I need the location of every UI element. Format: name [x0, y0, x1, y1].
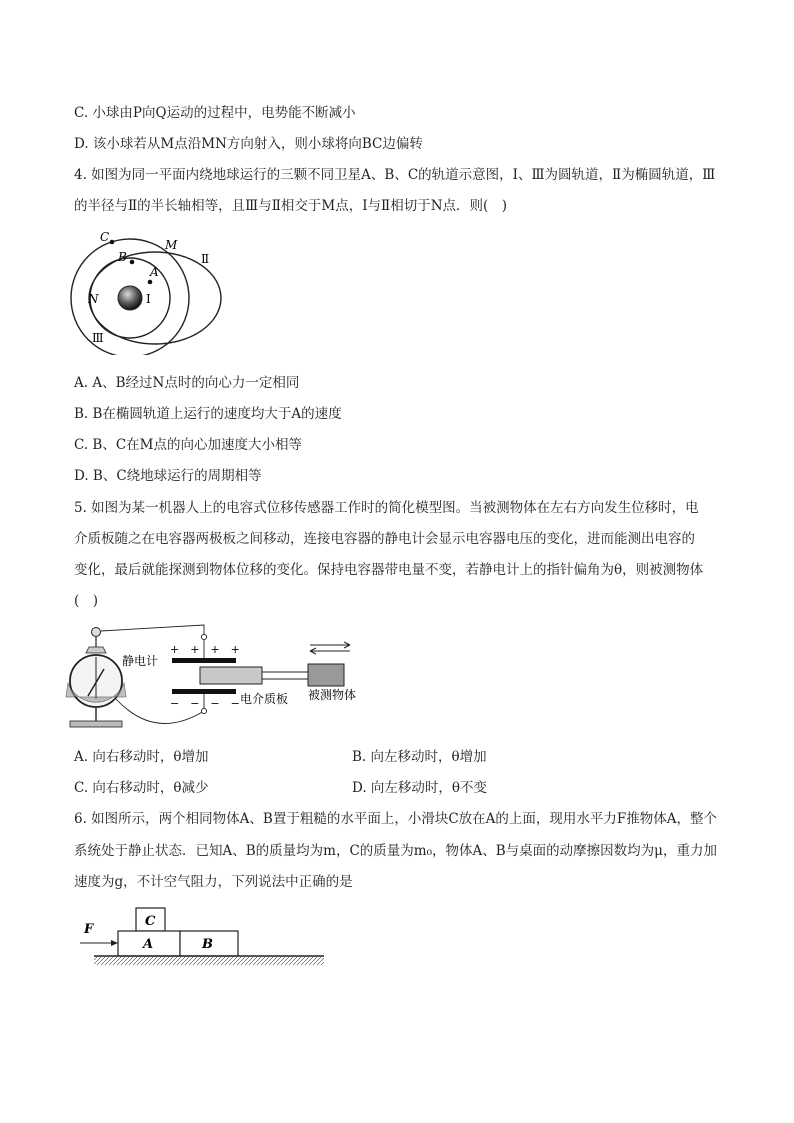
- q6-blocks-figure: [76, 902, 328, 974]
- label-electrometer: 静电计: [122, 654, 159, 668]
- q4-stem-line2: 的半径与Ⅱ的半长轴相等，且Ⅲ与Ⅱ相交于M点，Ⅰ与Ⅱ相切于N点．则( ): [74, 198, 508, 214]
- label-n: N: [88, 292, 99, 306]
- plus-signs: + + + +: [170, 643, 240, 656]
- q5-stem-line2: 介质板随之在电容器两极板之间移动，连接电容器的静电计会显示电容器电压的变化，进而能测出电容的: [74, 531, 695, 547]
- label-f: F: [84, 922, 94, 937]
- q4-stem-line1: 4. 如图为同一平面内绕地球运行的三颗不同卫星A、B、C的轨道示意图，Ⅰ、Ⅲ为圆轨道，Ⅱ为椭圆轨道，Ⅲ: [74, 167, 716, 183]
- measured-object: [308, 664, 344, 686]
- label-a: A: [150, 265, 159, 279]
- q5-option-b: B. 向左移动时，θ增加: [352, 749, 487, 765]
- satellite-c-dot: [110, 240, 115, 245]
- q5-stem-line3: 变化，最后就能探测到物体位移的变化。保持电容器带电量不变，若静电计上的指针偏角为θ，则被测物体: [74, 562, 704, 578]
- q5-option-d: D. 向左移动时，θ不变: [352, 780, 488, 796]
- dielectric-slab: [200, 667, 262, 684]
- label-c: C: [100, 230, 110, 244]
- label-orbit-3: Ⅲ: [92, 331, 104, 345]
- minus-signs: − − − −: [170, 697, 240, 710]
- capacitor-top-plate: [172, 658, 236, 663]
- q4-option-a: A. A、B经过N点时的向心力一定相同: [74, 375, 300, 391]
- label-object: 被测物体: [308, 688, 357, 702]
- label-orbit-1: Ⅰ: [146, 292, 151, 306]
- q6-stem-line1: 6. 如图所示，两个相同物体A、B置于粗糙的水平面上，小滑块C放在A的上面，现用水平力F推物体A，整个: [74, 811, 718, 827]
- earth-icon: [118, 286, 142, 310]
- connecting-rod: [262, 672, 308, 679]
- electrometer-knob: [92, 628, 101, 637]
- q5-option-c: C. 向右移动时，θ减少: [74, 780, 209, 796]
- label-orbit-2: Ⅱ: [201, 252, 210, 266]
- q5-stem-line1: 5. 如图为某一机器人上的电容式位移传感器工作时的简化模型图。当被测物体在左右方向发生位移时，电: [74, 500, 699, 516]
- label-a: A: [143, 937, 154, 952]
- q3-option-d: D. 该小球若从M点沿MN方向射入，则小球将向BC边偏转: [74, 136, 423, 152]
- q5-stem-line4: ( ): [74, 593, 99, 609]
- q4-option-b: B. B在椭圆轨道上运行的速度均大于A的速度: [74, 406, 342, 422]
- q6-stem-line2: 系统处于静止状态．已知A、B的质量均为m，C的质量为m₀，物体A、B与桌面的动摩擦因数均为μ，重力加: [74, 843, 717, 859]
- label-b: B: [118, 250, 127, 264]
- label-b: B: [202, 937, 213, 952]
- q4-orbit-figure: [64, 225, 234, 355]
- label-c: C: [145, 914, 156, 929]
- label-m: M: [165, 238, 178, 252]
- q5-option-a: A. 向右移动时，θ增加: [74, 749, 209, 765]
- satellite-a-dot: [148, 280, 153, 285]
- q3-option-c: C. 小球由P向Q运动的过程中，电势能不断减小: [74, 105, 356, 121]
- capacitor-bottom-plate: [172, 689, 236, 694]
- q4-option-d: D. B、C绕地球运行的周期相等: [74, 468, 262, 484]
- q5-capacitor-figure: [60, 617, 370, 742]
- q6-stem-line3: 速度为g，不计空气阻力，下列说法中正确的是: [74, 874, 353, 890]
- q4-option-c: C. B、C在M点的向心加速度大小相等: [74, 437, 303, 453]
- ground-hatch: [94, 957, 324, 965]
- label-dielectric: 电介质板: [240, 692, 289, 706]
- electrometer-base: [70, 721, 122, 727]
- satellite-b-dot: [130, 260, 135, 265]
